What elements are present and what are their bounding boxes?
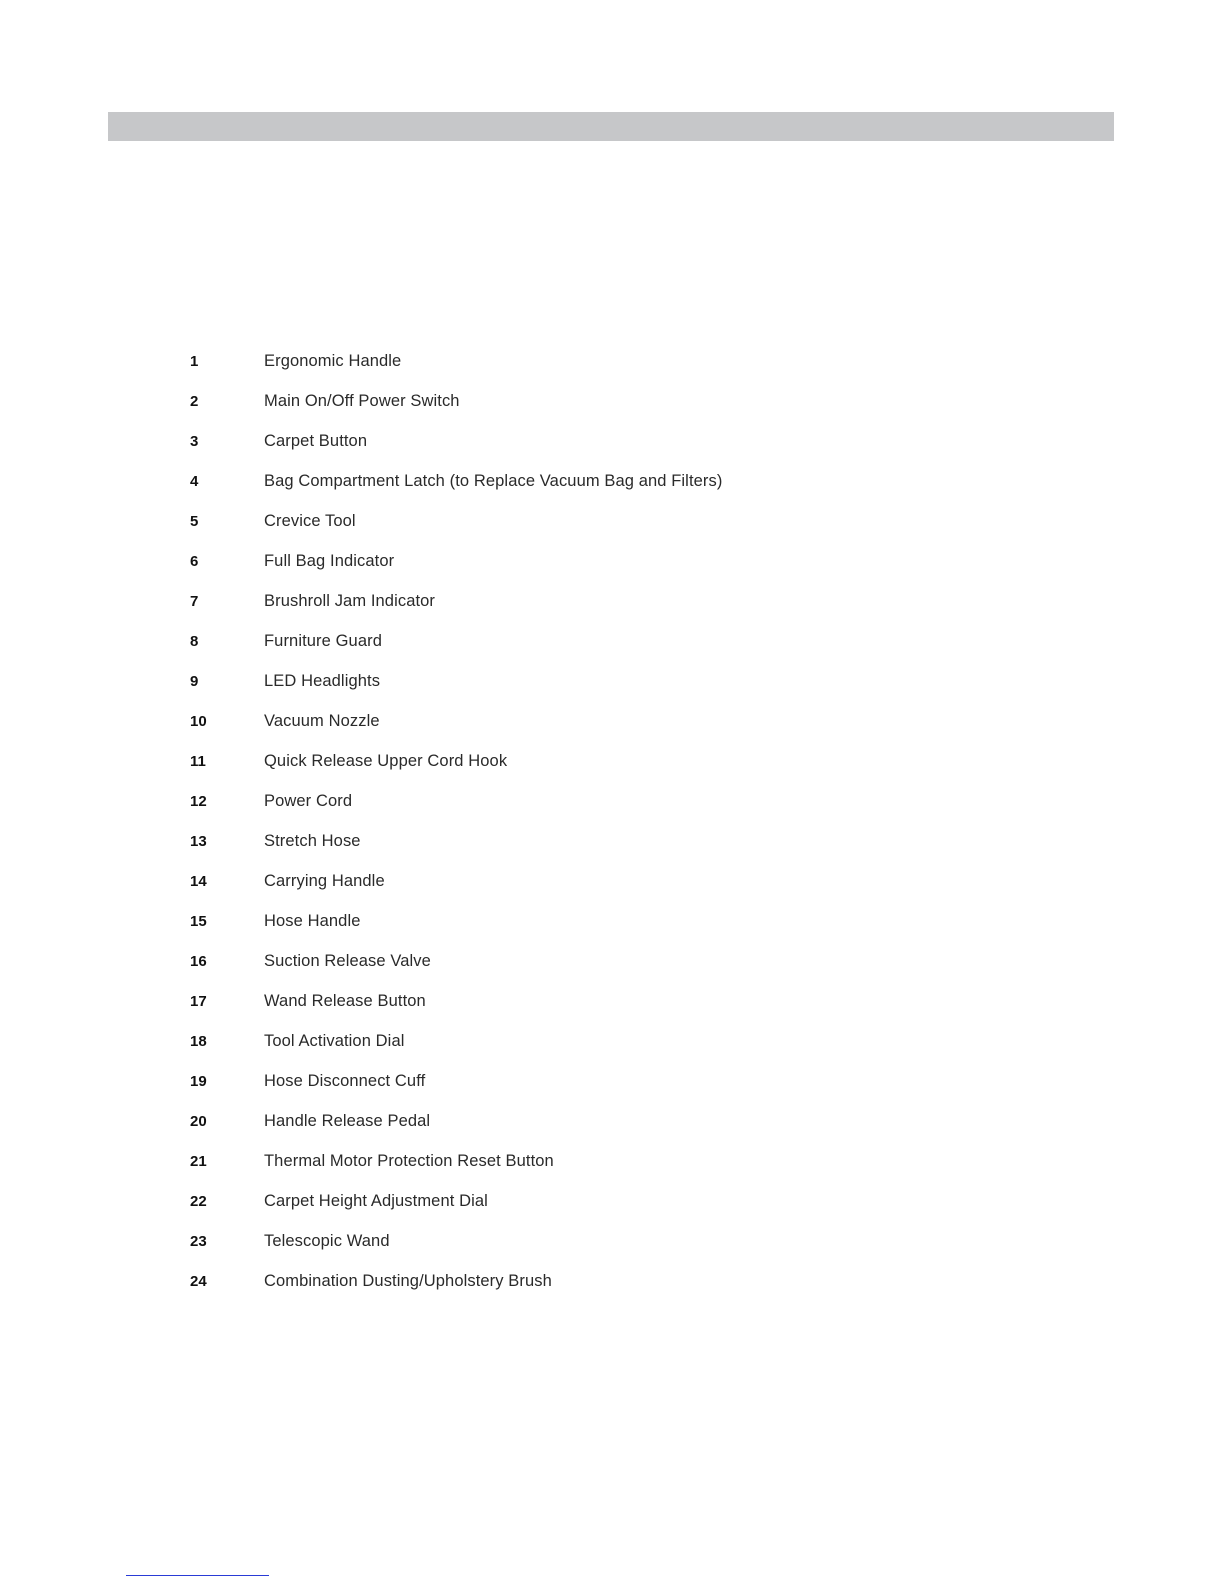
list-item xyxy=(190,821,722,861)
part-number: 22 xyxy=(190,1192,207,1210)
list-item xyxy=(190,461,722,501)
part-number: 24 xyxy=(190,1272,207,1290)
list-item xyxy=(190,421,722,461)
part-label: Full Bag Indicator xyxy=(264,551,395,570)
list-item xyxy=(190,1061,722,1101)
list-item xyxy=(190,621,722,661)
part-label: Power Cord xyxy=(264,791,353,810)
part-number: 16 xyxy=(190,952,207,970)
part-number: 6 xyxy=(190,552,199,570)
part-number: 17 xyxy=(190,992,207,1010)
part-number: 19 xyxy=(190,1072,207,1090)
list-item xyxy=(190,541,722,581)
part-label: Bag Compartment Latch (to Replace Vacuum Bag and Filters) xyxy=(264,471,723,490)
part-number: 10 xyxy=(190,712,207,730)
part-label: Handle Release Pedal xyxy=(264,1111,431,1130)
part-number: 1 xyxy=(190,352,199,370)
part-label: Crevice Tool xyxy=(264,511,356,530)
part-label: Suction Release Valve xyxy=(264,951,431,970)
part-label: Wand Release Button xyxy=(264,991,426,1010)
part-number: 7 xyxy=(190,592,199,610)
list-item xyxy=(190,1261,722,1301)
parts-list xyxy=(190,341,722,1301)
part-label: Tool Activation Dial xyxy=(264,1031,405,1050)
list-item xyxy=(190,381,722,421)
part-number: 15 xyxy=(190,912,207,930)
section-header-bar xyxy=(108,112,1114,141)
list-item xyxy=(190,1021,722,1061)
part-number: 23 xyxy=(190,1232,207,1250)
part-number: 13 xyxy=(190,832,207,850)
list-item xyxy=(190,1181,722,1221)
part-label: LED Headlights xyxy=(264,671,381,690)
list-item xyxy=(190,701,722,741)
part-label: Carpet Button xyxy=(264,431,368,450)
list-item xyxy=(190,861,722,901)
part-label: Telescopic Wand xyxy=(264,1231,390,1250)
part-number: 2 xyxy=(190,392,199,410)
part-label: Carrying Handle xyxy=(264,871,385,890)
list-item xyxy=(190,581,722,621)
list-item xyxy=(190,661,722,701)
part-label: Hose Handle xyxy=(264,911,361,930)
part-number: 18 xyxy=(190,1032,207,1050)
part-label: Ergonomic Handle xyxy=(264,351,402,370)
list-item xyxy=(190,1141,722,1181)
part-number: 12 xyxy=(190,792,207,810)
list-item xyxy=(190,981,722,1021)
part-label: Quick Release Upper Cord Hook xyxy=(264,751,508,770)
part-label: Brushroll Jam Indicator xyxy=(264,591,436,610)
part-label: Furniture Guard xyxy=(264,631,382,650)
list-item xyxy=(190,901,722,941)
part-label: Stretch Hose xyxy=(264,831,361,850)
part-label: Carpet Height Adjustment Dial xyxy=(264,1191,488,1210)
list-item xyxy=(190,1101,722,1141)
part-number: 9 xyxy=(190,672,199,690)
list-item xyxy=(190,941,722,981)
part-number: 20 xyxy=(190,1112,207,1130)
list-item xyxy=(190,1221,722,1261)
part-number: 3 xyxy=(190,432,199,450)
part-label: Combination Dusting/Upholstery Brush xyxy=(264,1271,552,1290)
part-number: 4 xyxy=(190,472,199,490)
part-number: 8 xyxy=(190,632,199,650)
part-label: Thermal Motor Protection Reset Button xyxy=(264,1151,554,1170)
footer-link-underline[interactable] xyxy=(126,1575,269,1576)
part-number: 11 xyxy=(190,752,206,770)
part-number: 14 xyxy=(190,872,207,890)
part-number: 5 xyxy=(190,512,199,530)
list-item xyxy=(190,781,722,821)
part-number: 21 xyxy=(190,1152,207,1170)
list-item xyxy=(190,501,722,541)
part-label: Vacuum Nozzle xyxy=(264,711,380,730)
part-label: Main On/Off Power Switch xyxy=(264,391,460,410)
part-label: Hose Disconnect Cuff xyxy=(264,1071,426,1090)
list-item xyxy=(190,341,722,381)
list-item xyxy=(190,741,722,781)
